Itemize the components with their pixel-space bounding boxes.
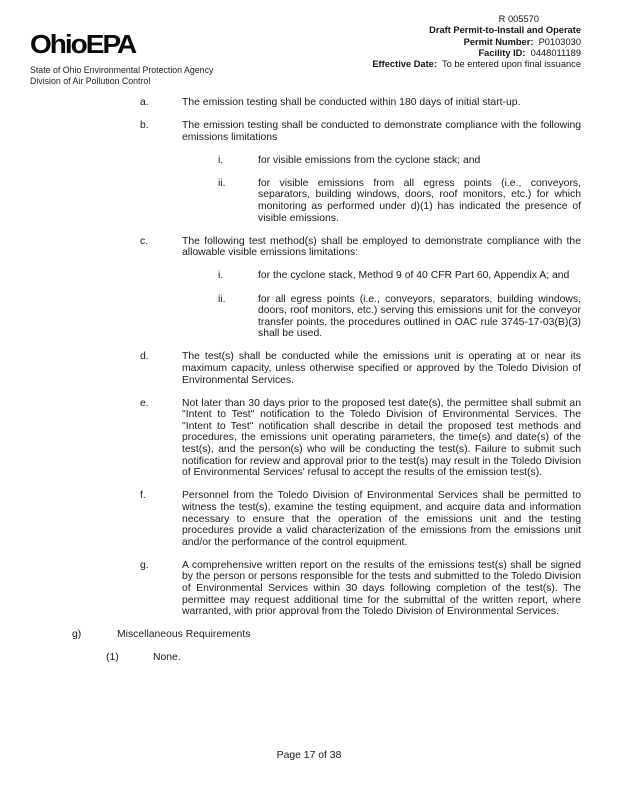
list-item-marker: c. — [140, 235, 149, 247]
page-footer — [0, 750, 618, 761]
agency-name-line: State of Ohio Environmental Protection Agency — [30, 65, 214, 75]
page-number: Page 17 of 38 — [276, 750, 342, 761]
list-item-text: for all egress points (i.e., conveyors, separators, building windows, doors, roof monitors, etc.) serving this emissions unit for the conveyor transfer points, the procedures outlined in OAC rule 3745-17-03(B)(3) shall be used. — [258, 293, 581, 340]
list-item-marker: i. — [218, 270, 224, 282]
list-item-marker: f. — [140, 490, 146, 502]
list-item-numbered — [106, 652, 618, 664]
permit-header-block — [372, 14, 581, 70]
list-item-marker: e. — [140, 397, 149, 409]
list-item-roman — [218, 178, 618, 224]
list-item-marker: g. — [140, 559, 149, 571]
effective-date-label: Effective Date: — [372, 59, 437, 70]
list-item-marker: ii. — [218, 293, 226, 305]
list-item-text: A comprehensive written report on the results of the emissions test(s) shall be signed by the person or persons responsible for the tests and submitted to the Toledo Division of Environmental Services within 30 days following completion of the test(s). The permittee may request additional time for the submittal of the written report, where warranted, with prior approval from the Toledo Division of Environmental Services. — [182, 559, 581, 618]
list-item-text: for the cyclone stack, Method 9 of 40 CFR Part 60, Appendix A; and — [258, 270, 570, 282]
agency-logo-block — [30, 30, 213, 87]
list-item-letter — [140, 398, 618, 479]
list-item-text: The test(s) shall be conducted while the emissions unit is operating at or near its maximum capacity, unless otherwise specified or approved by the Toledo Division of Environmental Services. — [182, 351, 581, 386]
list-item-letter — [140, 120, 618, 143]
list-item-marker: i. — [218, 154, 224, 166]
permit-title: Draft Permit-to-Install and Operate — [429, 25, 581, 36]
document-body — [0, 97, 618, 675]
list-item-text: None. — [153, 652, 181, 664]
list-item-letter — [140, 560, 618, 618]
effective-date-value: To be entered upon final issuance — [441, 59, 581, 70]
permit-number-label: Permit Number: — [463, 36, 534, 47]
permit-number-line — [372, 37, 581, 48]
section-miscellaneous-requirements — [72, 629, 618, 641]
list-item-letter — [140, 351, 618, 386]
division-name-line: Division of Air Pollution Control — [30, 75, 151, 86]
list-item-text: for visible emissions from all egress points (i.e., conveyors, separators, building windows, doors, roof monitors, etc.) for which monitoring as performed under d)(1) has indicated the presence of visible emissions. — [258, 177, 581, 224]
list-item-roman — [218, 155, 618, 167]
list-item-letter — [140, 97, 618, 109]
list-item-text: Miscellaneous Requirements — [117, 629, 251, 641]
facility-id-value: 0448011189 — [530, 47, 581, 58]
list-item-text: Not later than 30 days prior to the proposed test date(s), the permittee shall submit an "Intent to Test" notification to the Toledo Division of Environmental Services. The "Intent to Test" notification shall describe in detail the proposed test methods and procedures, the emissions unit operating parameters, the time(s) and date(s) of the test(s), and the person(s) who will be conducting the test(s). Failure to submit such notification for review and approval prior to the test(s) may result in the Toledo Division of Environmental Services' refusal to accept the results of the emission test(s). — [182, 397, 581, 479]
permit-number-value: P0103030 — [538, 36, 581, 47]
list-item-marker: d. — [140, 351, 149, 363]
list-item-marker: g) — [72, 629, 82, 641]
list-item-letter — [140, 236, 618, 259]
list-item-roman — [218, 270, 618, 282]
list-item-marker: (1) — [106, 652, 119, 664]
list-item-marker: ii. — [218, 177, 226, 189]
list-item-marker: b. — [140, 120, 149, 132]
facility-id-label: Facility ID: — [478, 47, 526, 58]
list-item-text: The emission testing shall be conducted within 180 days of initial start-up. — [182, 97, 521, 108]
list-item-letter — [140, 490, 618, 548]
facility-id-line — [372, 48, 581, 59]
list-item-text: The emission testing shall be conducted to demonstrate compliance with the following emissions limitations — [182, 120, 581, 143]
list-item-text: The following test method(s) shall be employed to demonstrate compliance with the allowable visible emissions limitations: — [182, 235, 581, 259]
list-item-text: for visible emissions from the cyclone stack; and — [258, 154, 481, 166]
list-item-text: Personnel from the Toledo Division of Environmental Services shall be permitted to witness the test(s), examine the testing equipment, and acquire data and information necessary to ensure that the operation of the emissions unit and the testing procedures provide a valid characterization of the emissions from the emissions unit and/or the performance of the control equipment. — [182, 490, 581, 548]
list-item-roman — [218, 294, 618, 340]
ohio-epa-logo: OhioEPA — [30, 30, 136, 59]
reference-number: R 005570 — [498, 14, 539, 24]
list-item-marker: a. — [140, 97, 149, 108]
effective-date-line — [372, 59, 581, 70]
